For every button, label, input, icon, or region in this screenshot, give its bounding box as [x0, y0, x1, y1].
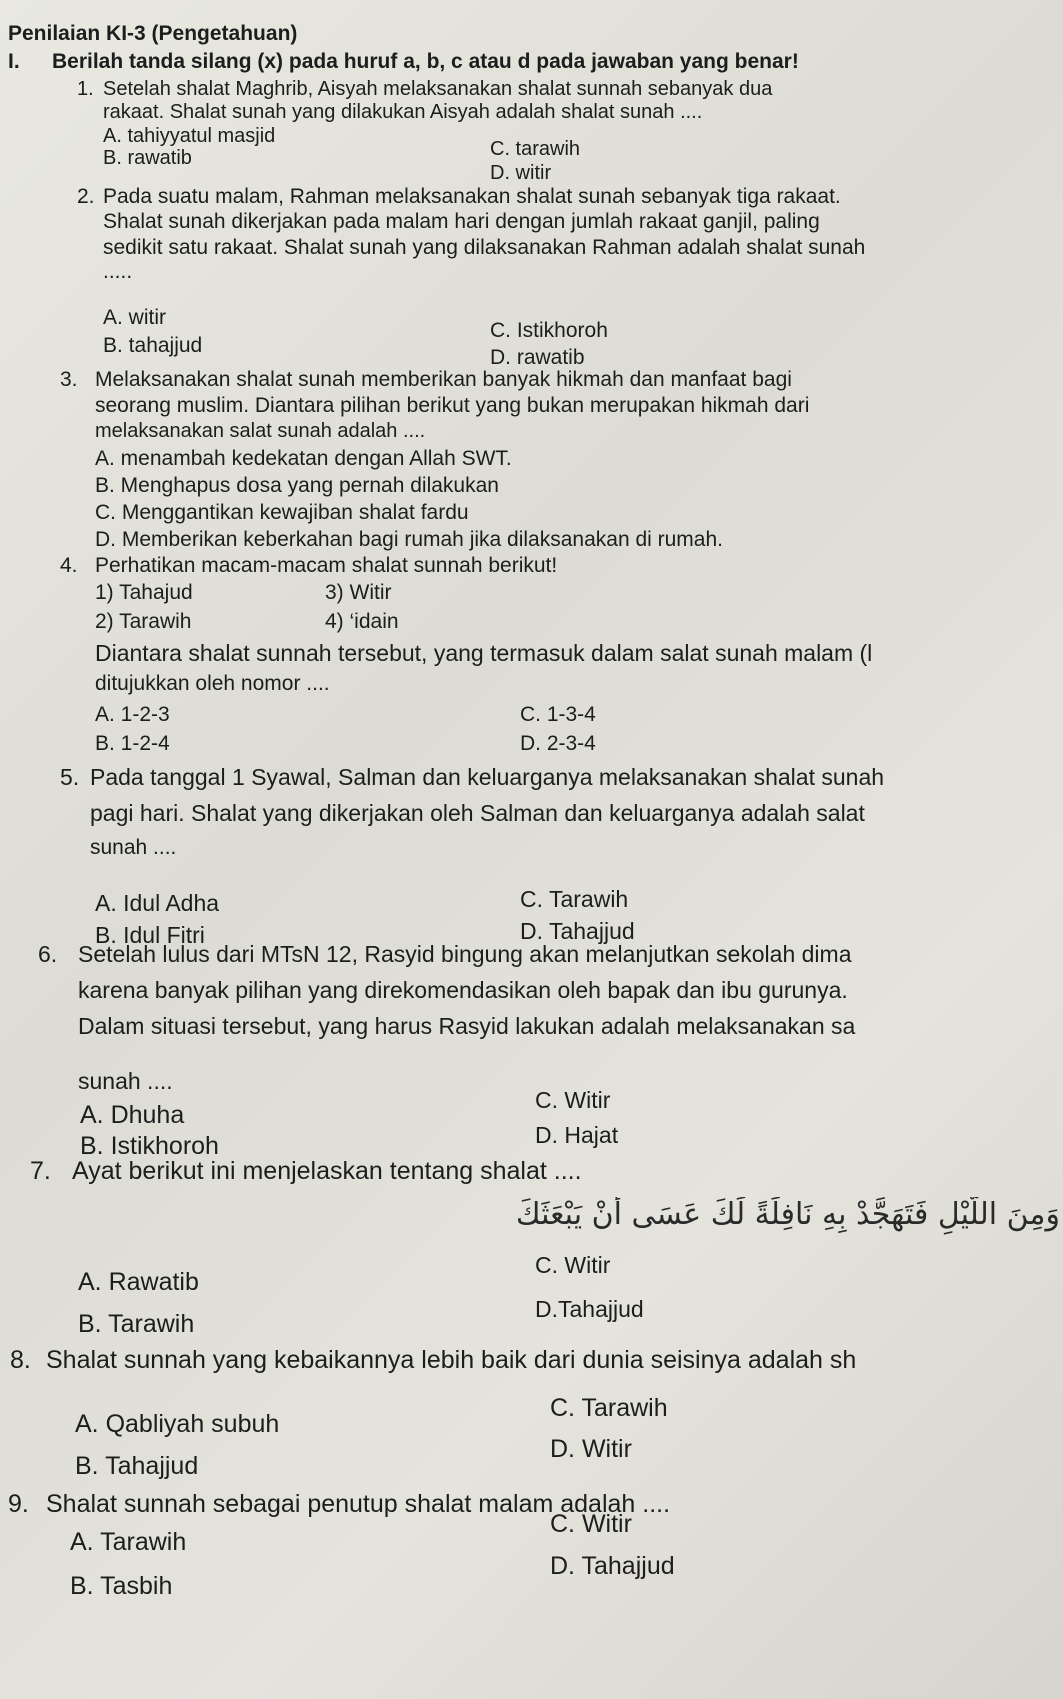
option-a[interactable]: A. Tarawih [70, 1528, 187, 1556]
option-b[interactable]: B. Tasbih [70, 1572, 173, 1600]
option-d[interactable]: D. Tahajjud [520, 918, 635, 944]
option-b[interactable]: B. Tahajjud [75, 1452, 199, 1480]
question-number: 4. [60, 554, 78, 577]
option-b[interactable]: B. Tarawih [78, 1310, 195, 1338]
question-text: Setelah shalat Maghrib, Aisyah melaksanakan shalat sunnah sebanyak dua [103, 78, 773, 100]
option-d[interactable]: D. 2-3-4 [520, 732, 596, 755]
question-text: ditujukkan oleh nomor .... [95, 672, 330, 695]
option-c[interactable]: C. Witir [535, 1087, 611, 1113]
question-text: Setelah lulus dari MTsN 12, Rasyid bingung akan melanjutkan sekolah dima [78, 941, 852, 967]
question-text: pagi hari. Shalat yang dikerjakan oleh Salman dan keluarganya adalah salat [90, 800, 865, 826]
option-a[interactable]: A. menambah kedekatan dengan Allah SWT. [95, 447, 512, 470]
option-c[interactable]: C. Istikhoroh [490, 319, 608, 342]
option-c[interactable]: C. Witir [550, 1510, 632, 1538]
option-b[interactable]: B. rawatib [103, 147, 192, 169]
option-d[interactable]: D. rawatib [490, 346, 585, 369]
option-c[interactable]: C. 1-3-4 [520, 703, 596, 726]
question-number: 3. [60, 368, 78, 391]
question-number: 2. [77, 185, 95, 208]
option-d[interactable]: D. Tahajjud [550, 1552, 675, 1580]
question-text: Pada suatu malam, Rahman melaksanakan shalat sunah sebanyak tiga rakaat. [103, 185, 841, 208]
option-a[interactable]: A. witir [103, 306, 166, 329]
question-text: Melaksanakan shalat sunah memberikan banyak hikmah dan manfaat bagi [95, 368, 792, 391]
question-text: sunah .... [90, 836, 177, 859]
question-text: Ayat berikut ini menjelaskan tentang shalat .... [72, 1157, 582, 1185]
question-text: Perhatikan macam-macam shalat sunnah berikut! [95, 554, 558, 577]
option-d[interactable]: D. Hajat [535, 1122, 619, 1148]
option-a[interactable]: A. Rawatib [78, 1268, 199, 1296]
question-number: 5. [60, 764, 80, 790]
arabic-verse: وَمِنَ اللَّيْلِ فَتَهَجَّدْ بِهِ نَافِلَةً لَكَ عَسَى أَنْ يَبْعَثَكَ [515, 1197, 1060, 1232]
option-d[interactable]: D. witir [490, 162, 552, 184]
option-d[interactable]: D.Tahajjud [535, 1296, 644, 1322]
list-item: 4) ‘idain [325, 610, 399, 633]
option-a[interactable]: A. Qabliyah subuh [75, 1410, 280, 1438]
option-c[interactable]: C. Tarawih [520, 886, 629, 912]
option-b[interactable]: B. Menghapus dosa yang pernah dilakukan [95, 474, 499, 497]
list-item: 1) Tahajud [95, 581, 193, 604]
option-c[interactable]: C. Menggantikan kewajiban shalat fardu [95, 501, 469, 524]
list-item: 3) Witir [325, 581, 392, 604]
question-text: Pada tanggal 1 Syawal, Salman dan keluarganya melaksanakan shalat sunah [90, 764, 885, 790]
question-text: rakaat. Shalat sunah yang dilakukan Aisyah adalah shalat sunah .... [103, 101, 703, 123]
option-d[interactable]: D. Memberikan keberkahan bagi rumah jika dilaksanakan di rumah. [95, 528, 723, 551]
instruction: Berilah tanda silang (x) pada huruf a, b, c atau d pada jawaban yang benar! [52, 50, 799, 73]
question-text: Shalat sunnah sebagai penutup shalat malam adalah .... [46, 1490, 671, 1518]
question-text: Dalam situasi tersebut, yang harus Rasyid lakukan adalah melaksanakan sa [78, 1013, 856, 1039]
question-number: 8. [10, 1346, 31, 1374]
question-text: Diantara shalat sunnah tersebut, yang termasuk dalam salat sunah malam (l [95, 640, 873, 666]
option-b[interactable]: B. Istikhoroh [80, 1132, 219, 1160]
question-number: 9. [8, 1490, 29, 1518]
option-b[interactable]: B. tahajjud [103, 334, 203, 357]
list-item: 2) Tarawih [95, 610, 192, 633]
option-b[interactable]: B. 1-2-4 [95, 732, 170, 755]
option-c[interactable]: C. Tarawih [550, 1394, 668, 1422]
option-c[interactable]: C. Witir [535, 1252, 611, 1278]
option-b[interactable]: B. Idul Fitri [95, 922, 205, 948]
question-text: melaksanakan salat sunah adalah .... [95, 420, 426, 442]
question-text: sunah .... [78, 1068, 173, 1094]
section-number: I. [8, 50, 20, 73]
question-text: Shalat sunnah yang kebaikannya lebih baik dari dunia seisinya adalah sh [46, 1346, 857, 1374]
question-number: 1. [77, 78, 94, 100]
question-text: Shalat sunah dikerjakan pada malam hari dengan jumlah rakaat ganjil, paling [103, 210, 820, 233]
question-text: ..... [103, 260, 133, 283]
question-text: sedikit satu rakaat. Shalat sunah yang dilaksanakan Rahman adalah shalat sunah [103, 236, 866, 259]
option-d[interactable]: D. Witir [550, 1435, 632, 1463]
question-number: 6. [38, 941, 58, 967]
question-number: 7. [30, 1157, 51, 1185]
option-a[interactable]: A. 1-2-3 [95, 703, 170, 726]
option-a[interactable]: A. tahiyyatul masjid [103, 125, 276, 147]
question-text: seorang muslim. Diantara pilihan berikut yang bukan merupakan hikmah dari [95, 394, 810, 417]
option-a[interactable]: A. Dhuha [80, 1101, 185, 1129]
option-a[interactable]: A. Idul Adha [95, 890, 220, 916]
question-text: karena banyak pilihan yang direkomendasikan oleh bapak dan ibu gurunya. [78, 977, 848, 1003]
page-title: Penilaian KI-3 (Pengetahuan) [8, 22, 298, 45]
option-c[interactable]: C. tarawih [490, 138, 581, 160]
